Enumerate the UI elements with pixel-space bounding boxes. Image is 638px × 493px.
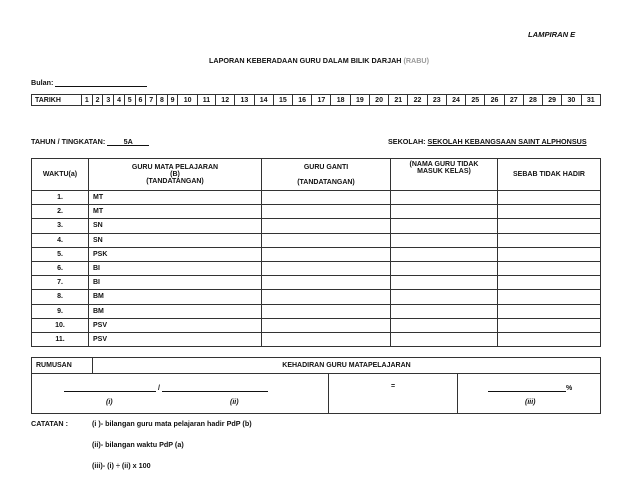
tarikh-day-22: 22 bbox=[408, 95, 427, 106]
sebab-cell[interactable] bbox=[498, 304, 601, 318]
header-guru-ganti bbox=[262, 159, 391, 191]
tarikh-day-8: 8 bbox=[157, 95, 168, 106]
subject-cell[interactable]: PSV bbox=[89, 318, 262, 332]
guru-ganti-cell[interactable] bbox=[262, 247, 391, 261]
table-row bbox=[32, 205, 601, 219]
sebab-cell[interactable] bbox=[498, 318, 601, 332]
header-nama-guru bbox=[391, 159, 498, 191]
subject-cell[interactable]: SN bbox=[89, 219, 262, 233]
tarikh-day-20: 20 bbox=[369, 95, 388, 106]
header-guru-line3: (TANDATANGAN) bbox=[146, 178, 204, 185]
nama-guru-cell[interactable] bbox=[391, 205, 498, 219]
tarikh-day-15: 15 bbox=[273, 95, 292, 106]
tarikh-day-14: 14 bbox=[254, 95, 273, 106]
tarikh-day-24: 24 bbox=[446, 95, 465, 106]
nama-guru-cell[interactable] bbox=[391, 318, 498, 332]
waktu-cell: 5. bbox=[32, 247, 89, 261]
waktu-cell: 4. bbox=[32, 233, 89, 247]
ratio-slash: / bbox=[157, 385, 160, 392]
ratio-blank-ii[interactable] bbox=[162, 383, 268, 392]
subject-cell[interactable]: BI bbox=[89, 276, 262, 290]
bulan-field bbox=[31, 78, 147, 87]
sebab-cell[interactable] bbox=[498, 276, 601, 290]
header-nama-line2: MASUK KELAS) bbox=[417, 168, 471, 175]
sebab-cell[interactable] bbox=[498, 205, 601, 219]
percent-sign: % bbox=[566, 385, 573, 392]
tarikh-day-5: 5 bbox=[124, 95, 135, 106]
tarikh-day-11: 11 bbox=[197, 95, 215, 106]
tarikh-row bbox=[32, 95, 601, 106]
nama-guru-cell[interactable] bbox=[391, 247, 498, 261]
nama-guru-cell[interactable] bbox=[391, 276, 498, 290]
lampiran-label: LAMPIRAN E bbox=[528, 30, 576, 39]
nama-guru-cell[interactable] bbox=[391, 304, 498, 318]
waktu-cell: 2. bbox=[32, 205, 89, 219]
guru-ganti-cell[interactable] bbox=[262, 205, 391, 219]
sekolah-field bbox=[388, 137, 587, 146]
table-row bbox=[32, 304, 601, 318]
waktu-cell: 10. bbox=[32, 318, 89, 332]
guru-ganti-cell[interactable] bbox=[262, 276, 391, 290]
report-title bbox=[0, 56, 638, 65]
equals-sign: = bbox=[390, 383, 396, 390]
tarikh-day-9: 9 bbox=[167, 95, 178, 106]
guru-ganti-cell[interactable] bbox=[262, 261, 391, 275]
guru-ganti-cell[interactable] bbox=[262, 290, 391, 304]
subject-cell[interactable]: MT bbox=[89, 205, 262, 219]
sekolah-label: SEKOLAH: bbox=[388, 137, 426, 146]
tarikh-day-19: 19 bbox=[350, 95, 369, 106]
guru-ganti-cell[interactable] bbox=[262, 191, 391, 205]
table-row bbox=[32, 247, 601, 261]
sebab-cell[interactable] bbox=[498, 261, 601, 275]
rumusan-label: RUMUSAN bbox=[32, 358, 93, 374]
waktu-cell: 3. bbox=[32, 219, 89, 233]
rumusan-header: KEHADIRAN GURU MATAPELAJARAN bbox=[93, 358, 601, 374]
tarikh-day-6: 6 bbox=[135, 95, 146, 106]
tarikh-day-29: 29 bbox=[543, 95, 562, 106]
header-ganti-line1: GURU GANTI bbox=[303, 163, 349, 171]
ratio-ii-label: (ii) bbox=[230, 399, 239, 406]
rumusan-result-cell bbox=[458, 374, 601, 414]
subject-cell[interactable]: SN bbox=[89, 233, 262, 247]
result-line bbox=[488, 383, 572, 392]
nama-guru-cell[interactable] bbox=[391, 219, 498, 233]
table-row bbox=[32, 276, 601, 290]
table-row bbox=[32, 318, 601, 332]
table-row bbox=[32, 219, 601, 233]
waktu-cell: 6. bbox=[32, 261, 89, 275]
rumusan-formula-row bbox=[32, 374, 601, 414]
report-title-day: (RABU) bbox=[403, 56, 430, 65]
waktu-cell: 8. bbox=[32, 290, 89, 304]
subject-cell[interactable]: BM bbox=[89, 304, 262, 318]
report-title-main: LAPORAN KEBERADAAN GURU DALAM BILIK DARJAH bbox=[208, 56, 402, 65]
table-row bbox=[32, 332, 601, 346]
guru-ganti-cell[interactable] bbox=[262, 304, 391, 318]
tarikh-day-27: 27 bbox=[504, 95, 523, 106]
sebab-cell[interactable] bbox=[498, 233, 601, 247]
catatan-line-1: (i )- bilangan guru mata pelajaran hadir PdP (b) bbox=[92, 419, 252, 428]
tarikh-table bbox=[31, 94, 601, 106]
header-nama-line1: (NAMA GURU TIDAK bbox=[409, 161, 479, 168]
tarikh-day-12: 12 bbox=[216, 95, 235, 106]
rumusan-ratio-cell bbox=[32, 374, 329, 414]
tarikh-day-10: 10 bbox=[178, 95, 197, 106]
tarikh-day-18: 18 bbox=[331, 95, 350, 106]
guru-ganti-cell[interactable] bbox=[262, 318, 391, 332]
tarikh-day-16: 16 bbox=[293, 95, 312, 106]
tarikh-day-3: 3 bbox=[103, 95, 114, 106]
attendance-header-row bbox=[32, 159, 601, 191]
subject-cell[interactable]: BM bbox=[89, 290, 262, 304]
waktu-cell: 11. bbox=[32, 332, 89, 346]
nama-guru-cell[interactable] bbox=[391, 332, 498, 346]
nama-guru-cell[interactable] bbox=[391, 233, 498, 247]
sebab-cell[interactable] bbox=[498, 290, 601, 304]
tarikh-day-13: 13 bbox=[235, 95, 254, 106]
waktu-cell: 1. bbox=[32, 191, 89, 205]
tarikh-day-2: 2 bbox=[92, 95, 103, 106]
attendance-table bbox=[31, 158, 601, 347]
tarikh-day-30: 30 bbox=[562, 95, 581, 106]
tarikh-day-21: 21 bbox=[389, 95, 408, 106]
tarikh-day-23: 23 bbox=[427, 95, 446, 106]
header-guru-mata-pelajaran bbox=[89, 159, 262, 191]
table-row bbox=[32, 191, 601, 205]
header-ganti-spacer bbox=[262, 171, 390, 179]
tarikh-day-25: 25 bbox=[466, 95, 485, 106]
subject-cell[interactable]: MT bbox=[89, 191, 262, 205]
guru-ganti-cell[interactable] bbox=[262, 233, 391, 247]
nama-guru-cell[interactable] bbox=[391, 290, 498, 304]
table-row bbox=[32, 233, 601, 247]
sekolah-value: SEKOLAH KEBANGSAAN SAINT ALPHONSUS bbox=[427, 137, 587, 146]
rumusan-equals-cell bbox=[329, 374, 458, 414]
header-guru-line1: GURU MATA PELAJARAN bbox=[131, 164, 219, 171]
table-row bbox=[32, 261, 601, 275]
sebab-cell[interactable] bbox=[498, 332, 601, 346]
waktu-cell: 9. bbox=[32, 304, 89, 318]
tarikh-day-26: 26 bbox=[485, 95, 504, 106]
subject-cell[interactable]: BI bbox=[89, 261, 262, 275]
ratio-blank-i[interactable] bbox=[64, 383, 156, 392]
header-sebab-tidak-hadir: SEBAB TIDAK HADIR bbox=[498, 159, 601, 191]
nama-guru-cell[interactable] bbox=[391, 191, 498, 205]
header-waktu: WAKTU(a) bbox=[32, 159, 89, 191]
tarikh-label: TARIKH bbox=[32, 95, 82, 106]
catatan-label: CATATAN : bbox=[31, 419, 68, 428]
ratio-line bbox=[64, 383, 268, 392]
tarikh-day-4: 4 bbox=[114, 95, 125, 106]
result-iii-label: (iii) bbox=[525, 399, 536, 406]
tarikh-day-28: 28 bbox=[523, 95, 542, 106]
tarikh-day-1: 1 bbox=[82, 95, 93, 106]
guru-ganti-cell[interactable] bbox=[262, 219, 391, 233]
table-row bbox=[32, 290, 601, 304]
sebab-cell[interactable] bbox=[498, 191, 601, 205]
bulan-blank-line[interactable] bbox=[55, 78, 147, 87]
rumusan-table bbox=[31, 357, 601, 414]
attendance-body bbox=[32, 191, 601, 347]
tahun-value[interactable] bbox=[107, 137, 149, 146]
tahun-label: TAHUN / TINGKATAN: bbox=[31, 137, 106, 146]
guru-ganti-cell[interactable] bbox=[262, 332, 391, 346]
header-guru-line2: (B) bbox=[170, 171, 180, 178]
ratio-i-label: (i) bbox=[106, 399, 113, 406]
rumusan-header-row bbox=[32, 358, 601, 374]
nama-guru-cell[interactable] bbox=[391, 261, 498, 275]
tarikh-day-17: 17 bbox=[312, 95, 331, 106]
subject-cell[interactable]: PSK bbox=[89, 247, 262, 261]
result-blank[interactable] bbox=[488, 383, 566, 392]
catatan-line-3: (iii)- (i) ÷ (ii) x 100 bbox=[92, 461, 151, 470]
sebab-cell[interactable] bbox=[498, 219, 601, 233]
tarikh-day-7: 7 bbox=[146, 95, 157, 106]
bulan-label: Bulan: bbox=[31, 78, 54, 87]
sebab-cell[interactable] bbox=[498, 247, 601, 261]
catatan-line-2: (ii)- bilangan waktu PdP (a) bbox=[92, 440, 184, 449]
waktu-cell: 7. bbox=[32, 276, 89, 290]
tahun-value-text: 5A bbox=[123, 137, 133, 146]
tarikh-day-31: 31 bbox=[581, 95, 600, 106]
tahun-field bbox=[31, 137, 149, 146]
subject-cell[interactable]: PSV bbox=[89, 332, 262, 346]
header-ganti-line2: (TANDATANGAN) bbox=[297, 178, 355, 186]
